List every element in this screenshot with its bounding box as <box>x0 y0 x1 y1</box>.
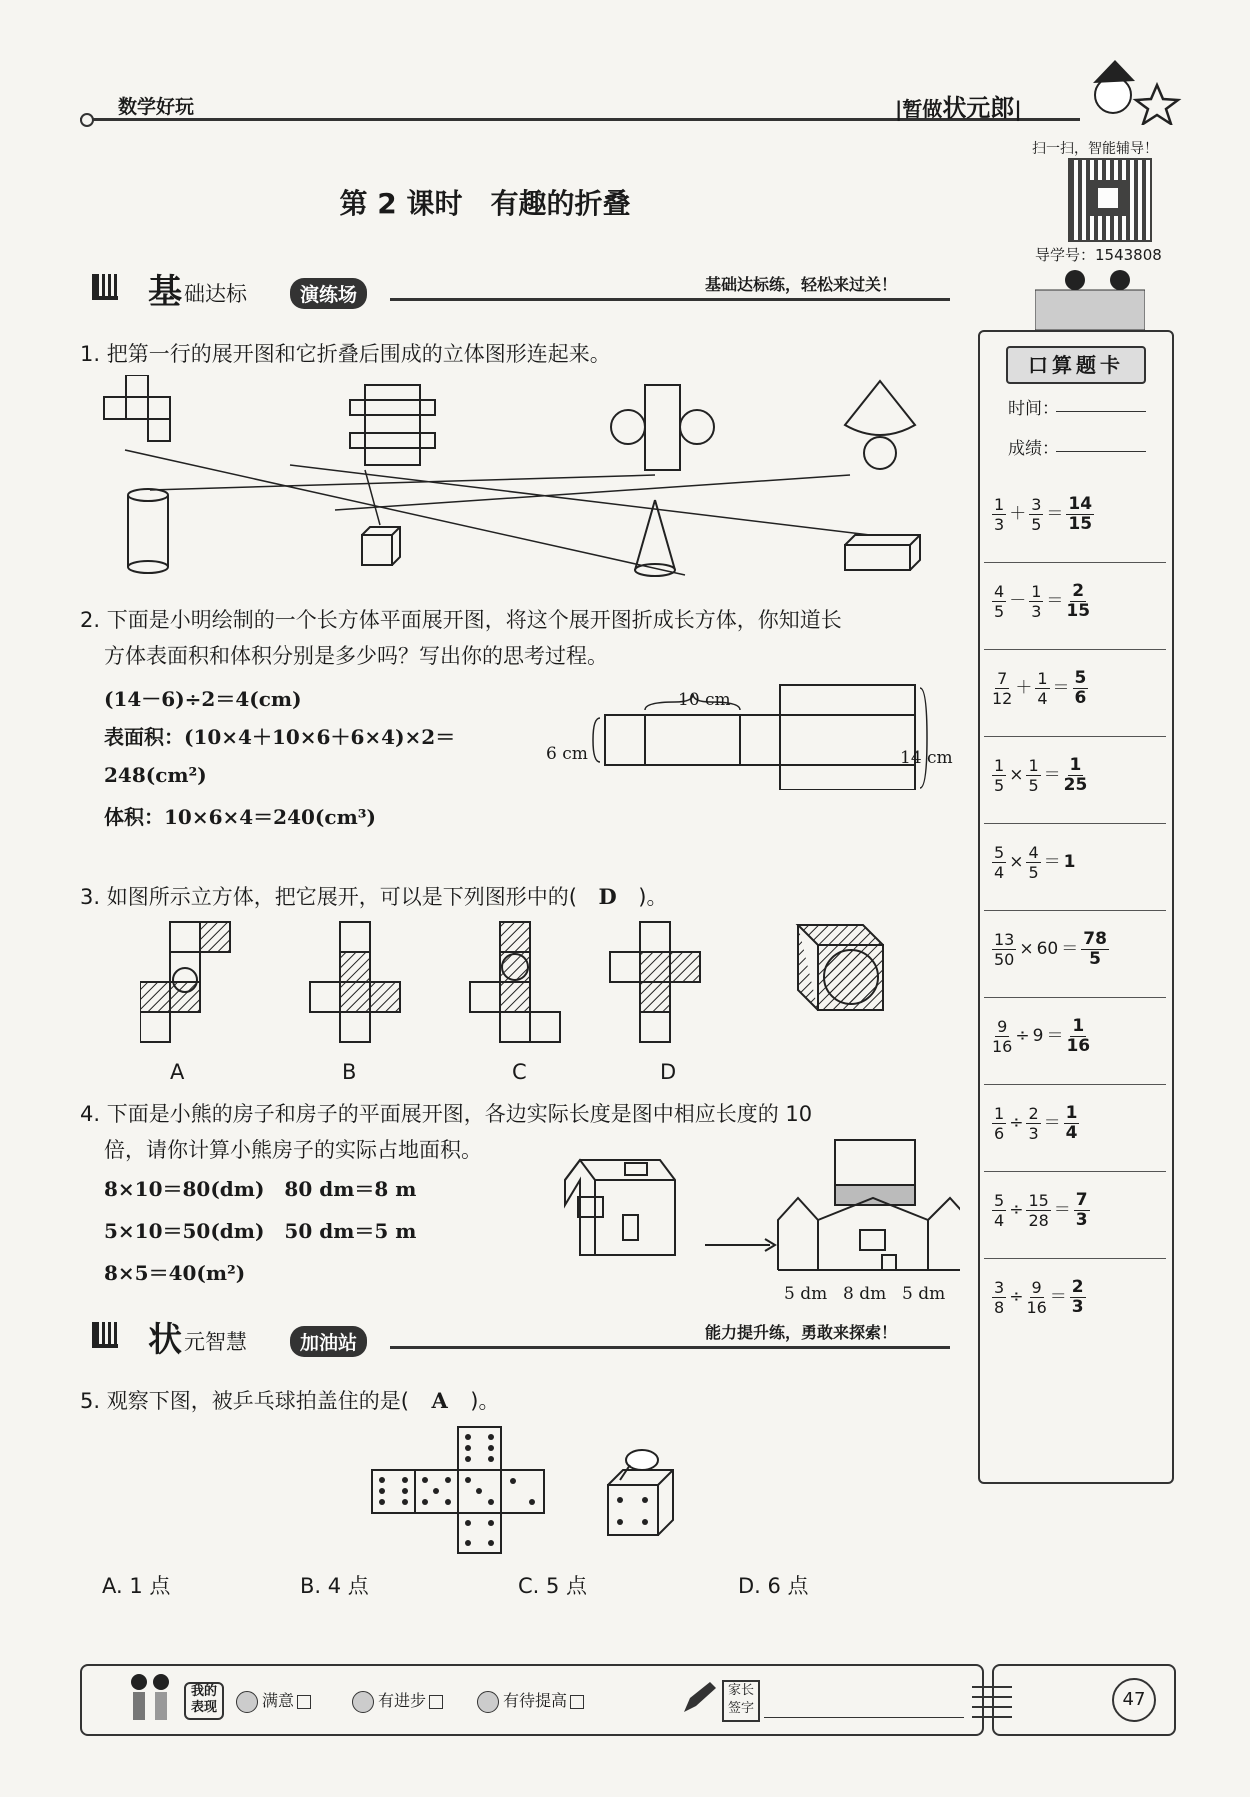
q4-answer-1: 8×10＝80(dm) 80 dm＝8 m <box>104 1177 417 1201</box>
q2-figure <box>545 680 955 790</box>
rating-improve[interactable] <box>477 1688 584 1713</box>
section2-big: 状 <box>148 1320 182 1360</box>
smile-face-icon <box>236 1691 258 1713</box>
q4-label-3: 5 dm <box>902 1284 946 1304</box>
q4-figure <box>560 1135 960 1280</box>
binder-rings-icon <box>972 1678 1012 1718</box>
parent-sign-field[interactable] <box>764 1716 964 1718</box>
rating-progress[interactable] <box>352 1688 443 1713</box>
parent-sign-label: 家长签字 <box>722 1680 760 1722</box>
header-brand-name: 状元郎 <box>942 94 1015 122</box>
q3-answer[interactable]: D <box>598 884 617 909</box>
neutral-face-icon <box>352 1691 374 1713</box>
page-title: 第 2 课时 有趣的折叠 <box>339 187 631 220</box>
q5-option-a: A. 1 点 <box>102 1574 171 1598</box>
oral-calc-row: $\frac{3}{8}$ ÷ $\frac{9}{16}$ ＝ $\frac{2}{3}$ <box>994 1277 1084 1317</box>
section1-badge: 演练场 <box>290 278 367 309</box>
bar-chart-icon-2 <box>92 1322 118 1348</box>
section2-rule <box>390 1346 950 1349</box>
q4-answer-3: 8×5＝40(m²) <box>104 1261 246 1285</box>
rating-improve-label: 有待提高 <box>503 1691 568 1710</box>
oral-calc-row: $\frac{7}{12}$ ＋ $\frac{1}{4}$ ＝ $\frac{5}{6}$ <box>992 668 1087 708</box>
q2-text-line1: 2. 下面是小明绘制的一个长方体平面展开图，将这个展开图折成长方体，你知道长 <box>80 608 842 632</box>
q5-option-b: B. 4 点 <box>300 1574 369 1598</box>
pen-icon <box>680 1680 718 1716</box>
oral-calc-row: $\frac{5}{4}$ ÷ $\frac{15}{28}$ ＝ $\frac{7}{3}$ <box>994 1190 1088 1230</box>
q4-text-line1: 4. 下面是小熊的房子和房子的平面展开图，各边实际长度是图中相应长度的 10 <box>80 1102 813 1126</box>
oral-calc-row: $\frac{13}{50}$ × 60 ＝ $\frac{78}{5}$ <box>994 929 1107 969</box>
card-score-label: 成绩： <box>1008 439 1059 459</box>
q4-label-1: 5 dm <box>784 1284 828 1304</box>
section1-slogan: 基础达标练，轻松来过关！ <box>705 275 898 294</box>
q4-text-line2: 倍，请你计算小熊房子的实际占地面积。 <box>104 1138 482 1162</box>
checkbox-progress[interactable] <box>429 1695 443 1709</box>
q5-answer[interactable]: A <box>431 1388 448 1413</box>
q2-label-right: 14 cm <box>900 748 953 768</box>
row-separator <box>984 1258 1166 1259</box>
oral-calc-row: $\frac{1}{5}$ × $\frac{1}{5}$ ＝ $\frac{1}{25}$ <box>994 755 1088 795</box>
sad-face-icon <box>477 1691 499 1713</box>
q2-answer-4: 体积：10×6×4＝240(cm³) <box>104 805 376 829</box>
card-time-label: 时间： <box>1008 399 1059 419</box>
q3-question <box>80 880 667 914</box>
my-performance-label: 我的表现 <box>184 1682 224 1720</box>
q2-label-top: 10 cm <box>678 690 731 710</box>
q3-option-c: C <box>512 1060 527 1084</box>
checkbox-satisfied[interactable] <box>297 1695 311 1709</box>
q1-text: 1. 把第一行的展开图和它折叠后围成的立体图形连起来。 <box>80 342 611 366</box>
row-separator <box>984 823 1166 824</box>
guide-number: 导学号：1543808 <box>1035 246 1162 264</box>
q1-figure <box>90 375 950 585</box>
q5-option-d: D. 6 点 <box>738 1574 809 1598</box>
row-separator <box>984 736 1166 737</box>
card-score-field[interactable] <box>1056 450 1146 452</box>
q2-answer-1: (14－6)÷2＝4(cm) <box>104 687 302 711</box>
q3-option-b: B <box>342 1060 357 1084</box>
card-title: 口算题卡 <box>1006 346 1146 384</box>
mascot-icon <box>1075 45 1185 125</box>
oral-calc-row: $\frac{4}{5}$ － $\frac{1}{3}$ ＝ $\frac{2}{15}$ <box>994 581 1091 621</box>
oral-calc-row: $\frac{1}{6}$ ÷ $\frac{2}{3}$ ＝ $\frac{1}{4}$ <box>994 1103 1078 1143</box>
row-separator <box>984 562 1166 563</box>
header-left-title: 数学好玩 <box>118 96 195 118</box>
section2-slogan: 能力提升练，勇敢来探索！ <box>705 1323 898 1342</box>
row-separator <box>984 1171 1166 1172</box>
q5-text: 5. 观察下图，被乒乓球拍盖住的是( <box>80 1389 409 1413</box>
section2-badge: 加油站 <box>290 1326 367 1357</box>
checkbox-improve[interactable] <box>570 1695 584 1709</box>
bar-chart-icon <box>92 274 118 300</box>
q2-text-line2: 方体表面积和体积分别是多少吗？写出你的思考过程。 <box>104 644 608 668</box>
q5-dice-figure <box>370 1425 690 1555</box>
page-number: 47 <box>1112 1678 1156 1722</box>
kids-icon <box>125 1672 175 1724</box>
row-separator <box>984 1084 1166 1085</box>
header-dot-icon <box>80 113 94 127</box>
oral-calc-row: $\frac{1}{3}$ ＋ $\frac{3}{5}$ ＝ $\frac{14}{15}$ <box>994 494 1093 534</box>
oral-calc-row: $\frac{5}{4}$ × $\frac{4}{5}$ ＝ 1 <box>994 843 1076 882</box>
q4-label-2: 8 dm <box>843 1284 887 1304</box>
q2-answer-2: 表面积：(10×4＋10×6＋6×4)×2＝ <box>104 725 456 749</box>
q3-text: 3. 如图所示立方体，把它展开，可以是下列图形中的( <box>80 885 577 909</box>
q3-text-end: )。 <box>638 885 668 909</box>
q3-option-d: D <box>660 1060 677 1084</box>
section1-big: 基 <box>148 272 182 312</box>
section1-rest: 础达标 <box>184 282 247 306</box>
q3-figure <box>140 920 940 1050</box>
q2-answer-3: 248(cm²) <box>104 763 207 787</box>
rating-progress-label: 有进步 <box>378 1691 427 1710</box>
row-separator <box>984 649 1166 650</box>
card-time-field[interactable] <box>1056 410 1146 412</box>
row-separator <box>984 910 1166 911</box>
header-brand-prefix: 暂做 <box>902 97 943 121</box>
rating-satisfied-label: 满意 <box>262 1691 295 1710</box>
q2-label-left: 6 cm <box>546 744 588 764</box>
oral-calc-row: $\frac{9}{16}$ ÷ 9 ＝ $\frac{1}{16}$ <box>992 1016 1091 1056</box>
q3-option-a: A <box>170 1060 185 1084</box>
q5-option-c: C. 5 点 <box>518 1574 588 1598</box>
qr-code-icon[interactable] <box>1068 158 1152 242</box>
rating-satisfied[interactable] <box>236 1688 311 1713</box>
q5-question <box>80 1384 499 1418</box>
header-brand: |暂做状元郎| <box>895 94 1022 122</box>
section1-rule <box>390 298 950 301</box>
scan-text: 扫一扫，智能辅导！ <box>1032 141 1158 157</box>
section2-rest: 元智慧 <box>184 1330 247 1354</box>
q5-text-end: )。 <box>470 1389 500 1413</box>
row-separator <box>984 997 1166 998</box>
q4-answer-2: 5×10＝50(dm) 50 dm＝5 m <box>104 1219 417 1243</box>
students-icon <box>1035 262 1145 332</box>
